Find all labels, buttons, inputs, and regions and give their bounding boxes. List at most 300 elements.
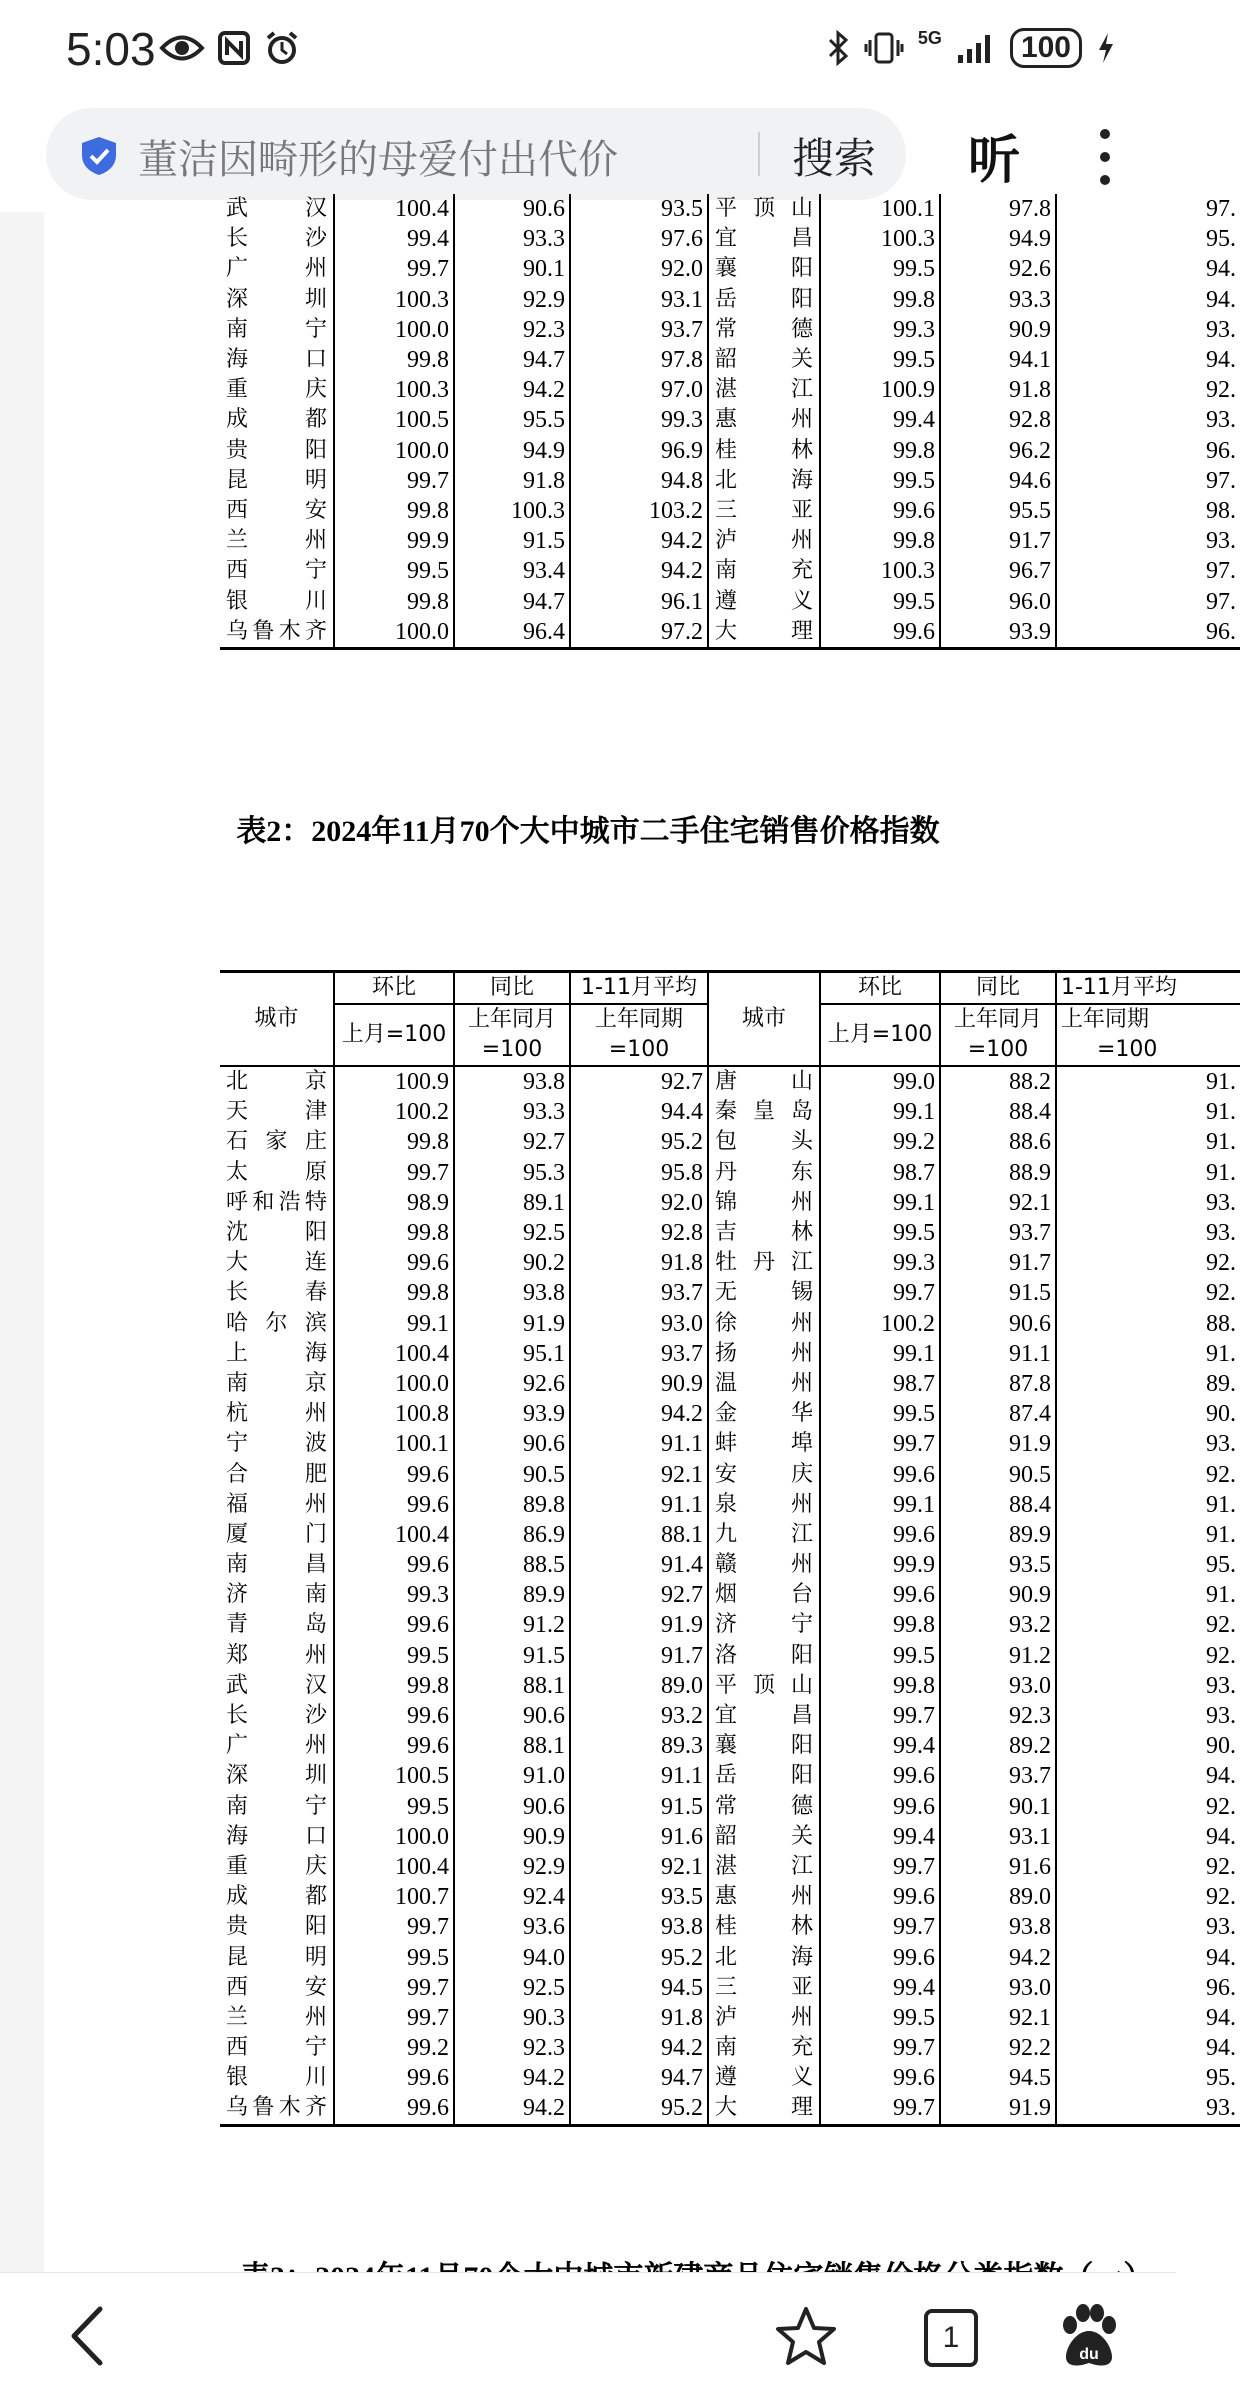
value-cell: 93.7 (570, 1278, 708, 1308)
value-cell: 99.6 (820, 1942, 940, 1972)
value-cell: 88.1 (454, 1671, 570, 1701)
city-cell: 银 川 (226, 588, 327, 614)
value-cell: 91. (1056, 1097, 1240, 1127)
table-row (220, 1973, 1240, 2003)
value-cell: 99.8 (334, 1218, 454, 1248)
value-cell: 92. (1056, 1792, 1240, 1822)
value-cell: 93. (1056, 315, 1240, 345)
value-cell: 95. (1056, 224, 1240, 254)
value-cell: 88.1 (454, 1731, 570, 1761)
value-cell: 99.6 (820, 1792, 940, 1822)
value-cell: 90.6 (454, 1792, 570, 1822)
value-cell: 99.7 (820, 1912, 940, 1942)
value-cell: 100.9 (334, 1066, 454, 1097)
value-cell: 99.2 (820, 1127, 940, 1157)
city-cell: 福 州 (226, 1491, 327, 1517)
value-cell: 94.2 (570, 1399, 708, 1429)
value-cell: 100.7 (334, 1882, 454, 1912)
value-cell: 99.3 (570, 405, 708, 435)
table-row (220, 1248, 1240, 1278)
value-cell: 91.7 (940, 526, 1056, 556)
value-cell: 93.9 (940, 617, 1056, 649)
page-gutter (0, 212, 44, 2272)
value-cell: 88.4 (940, 1097, 1056, 1127)
city-cell: 大 连 (226, 1250, 327, 1276)
value-cell: 94.7 (570, 2063, 708, 2093)
value-cell: 90.9 (570, 1369, 708, 1399)
city-cell: 北 海 (708, 1942, 820, 1972)
value-cell: 92.7 (570, 1580, 708, 1610)
value-cell: 99.9 (820, 1550, 940, 1580)
value-cell: 94.2 (454, 2063, 570, 2093)
alarm-icon (264, 30, 300, 66)
header-avg-base-eq: =100 (570, 1035, 708, 1066)
bluetooth-icon (826, 31, 850, 65)
value-cell: 99.7 (820, 1852, 940, 1882)
value-cell: 99.5 (820, 1218, 940, 1248)
battery-indicator: 100 (1010, 28, 1082, 68)
city-cell: 泸 州 (708, 526, 820, 556)
value-cell: 99.4 (820, 1731, 940, 1761)
value-cell: 91.2 (454, 1610, 570, 1640)
header-yoy-base-eq-right: =100 (940, 1035, 1056, 1066)
city-cell: 吉 林 (708, 1218, 820, 1248)
city-cell: 长 春 (226, 1280, 327, 1306)
city-cell: 昆 明 (226, 1944, 327, 1970)
value-cell: 96.1 (570, 586, 708, 616)
value-cell: 91. (1056, 1520, 1240, 1550)
table-row (220, 556, 1240, 586)
value-cell: 99.7 (334, 1158, 454, 1188)
value-cell: 100.4 (334, 1520, 454, 1550)
city-cell: 平顶山 (708, 1671, 820, 1701)
city-cell: 济 南 (226, 1582, 327, 1608)
value-cell: 88.6 (940, 1127, 1056, 1157)
value-cell: 92.9 (454, 285, 570, 315)
city-cell: 岳 阳 (708, 1761, 820, 1791)
value-cell: 99.6 (820, 2063, 940, 2093)
value-cell: 89.0 (940, 1882, 1056, 1912)
city-cell: 大 理 (708, 617, 820, 649)
network-type: 5G (917, 28, 942, 48)
value-cell: 93.5 (570, 1882, 708, 1912)
value-cell: 93.1 (940, 1822, 1056, 1852)
value-cell: 94.2 (940, 1942, 1056, 1972)
eye-icon (160, 33, 204, 63)
table-row (220, 466, 1240, 496)
table-row (220, 405, 1240, 435)
value-cell: 99.7 (334, 1973, 454, 2003)
value-cell: 93.0 (940, 1671, 1056, 1701)
signal-icon (956, 31, 996, 65)
value-cell: 99.5 (820, 1641, 940, 1671)
value-cell: 88.5 (454, 1550, 570, 1580)
value-cell: 99.8 (820, 436, 940, 466)
value-cell: 91.7 (570, 1641, 708, 1671)
value-cell: 90.6 (454, 1429, 570, 1459)
value-cell: 92.0 (570, 1188, 708, 1218)
city-cell: 赣 州 (708, 1550, 820, 1580)
city-cell: 三 亚 (708, 496, 820, 526)
table-row (220, 1882, 1240, 1912)
value-cell: 92.1 (570, 1852, 708, 1882)
city-cell: 牡丹江 (708, 1248, 820, 1278)
value-cell: 92.1 (940, 2003, 1056, 2033)
value-cell: 94. (1056, 254, 1240, 284)
value-cell: 99.6 (334, 1248, 454, 1278)
star-icon[interactable] (774, 2305, 838, 2369)
value-cell: 93.8 (940, 1912, 1056, 1942)
value-cell: 92.4 (454, 1882, 570, 1912)
value-cell: 92.7 (570, 1066, 708, 1097)
city-cell: 海 口 (226, 1823, 327, 1849)
table-row (220, 285, 1240, 315)
value-cell: 96.2 (940, 436, 1056, 466)
value-cell: 98.7 (820, 1369, 940, 1399)
search-button[interactable]: 搜索 (792, 134, 877, 183)
table-row (220, 2003, 1240, 2033)
table-row (220, 1520, 1240, 1550)
value-cell: 99.5 (334, 556, 454, 586)
value-cell: 94. (1056, 285, 1240, 315)
value-cell: 93.5 (570, 194, 708, 224)
value-cell: 94.2 (570, 556, 708, 586)
tabs-button[interactable]: 1 (924, 2309, 978, 2367)
value-cell: 88.4 (940, 1490, 1056, 1520)
value-cell: 93.3 (940, 285, 1056, 315)
value-cell: 93. (1056, 2093, 1240, 2125)
value-cell: 99.6 (334, 2093, 454, 2125)
city-cell: 杭 州 (226, 1401, 327, 1427)
value-cell: 99.8 (820, 526, 940, 556)
value-cell: 100.0 (334, 1822, 454, 1852)
value-cell: 99.6 (334, 2063, 454, 2093)
value-cell: 88.1 (570, 1520, 708, 1550)
value-cell: 100.3 (820, 556, 940, 586)
value-cell: 95.3 (454, 1158, 570, 1188)
value-cell: 99.6 (334, 1701, 454, 1731)
value-cell: 99.4 (820, 1822, 940, 1852)
city-cell: 广 州 (226, 256, 327, 282)
value-cell: 93.0 (940, 1973, 1056, 2003)
city-cell: 常 德 (708, 1792, 820, 1822)
value-cell: 92. (1056, 1459, 1240, 1489)
value-cell: 90.9 (454, 1822, 570, 1852)
city-cell: 石家庄 (226, 1129, 327, 1155)
value-cell: 99.7 (820, 1278, 940, 1308)
value-cell: 89.8 (454, 1490, 570, 1520)
value-cell: 99.6 (334, 1731, 454, 1761)
value-cell: 99.5 (820, 466, 940, 496)
table-1-new-homes (220, 194, 1240, 650)
status-right-icons (826, 28, 1116, 68)
value-cell: 92. (1056, 1248, 1240, 1278)
baidu-paw-icon[interactable] (1054, 2301, 1124, 2371)
back-icon[interactable] (62, 2301, 112, 2371)
value-cell: 91. (1056, 1066, 1240, 1097)
value-cell: 93.5 (940, 1550, 1056, 1580)
value-cell: 91.2 (940, 1641, 1056, 1671)
value-cell: 95.1 (454, 1339, 570, 1369)
value-cell: 99.3 (334, 1580, 454, 1610)
value-cell: 91.1 (940, 1339, 1056, 1369)
value-cell: 99.6 (820, 1520, 940, 1550)
value-cell: 92. (1056, 375, 1240, 405)
table-row (220, 194, 1240, 224)
value-cell: 99.7 (820, 2033, 940, 2063)
table-row (220, 1761, 1240, 1791)
table-row (220, 1641, 1240, 1671)
header-mom-right: 环比 (820, 972, 940, 1005)
value-cell: 100.0 (334, 436, 454, 466)
city-cell: 惠 州 (708, 1882, 820, 1912)
value-cell: 90.2 (454, 1248, 570, 1278)
city-cell: 平顶山 (708, 194, 820, 224)
value-cell: 95.5 (454, 405, 570, 435)
city-cell: 岳 阳 (708, 285, 820, 315)
value-cell: 94.2 (570, 526, 708, 556)
value-cell: 94.2 (454, 375, 570, 405)
header-yoy-base: 上年同月 (454, 1004, 570, 1035)
value-cell: 99.8 (334, 1671, 454, 1701)
value-cell: 93. (1056, 1218, 1240, 1248)
table-row (220, 1792, 1240, 1822)
value-cell: 91.8 (570, 2003, 708, 2033)
city-cell: 厦 门 (226, 1521, 327, 1547)
value-cell: 89. (1056, 1369, 1240, 1399)
value-cell: 97. (1056, 556, 1240, 586)
value-cell: 95.8 (570, 1158, 708, 1188)
city-cell: 洛 阳 (708, 1641, 820, 1671)
value-cell: 93. (1056, 1912, 1240, 1942)
city-cell: 西 安 (226, 1974, 327, 2000)
city-cell: 韶 关 (708, 345, 820, 375)
value-cell: 92.9 (454, 1852, 570, 1882)
table-row (220, 1852, 1240, 1882)
value-cell: 94.9 (940, 224, 1056, 254)
city-cell: 蚌 埠 (708, 1429, 820, 1459)
value-cell: 93. (1056, 1188, 1240, 1218)
value-cell: 92.6 (454, 1369, 570, 1399)
value-cell: 94.9 (454, 436, 570, 466)
value-cell: 99.1 (334, 1309, 454, 1339)
value-cell: 99.0 (820, 1066, 940, 1097)
value-cell: 90. (1056, 1399, 1240, 1429)
table-row (220, 1278, 1240, 1308)
city-cell: 惠 州 (708, 405, 820, 435)
value-cell: 99.1 (820, 1339, 940, 1369)
value-cell: 99.6 (334, 1610, 454, 1640)
city-cell: 无 锡 (708, 1278, 820, 1308)
value-cell: 99.7 (334, 2003, 454, 2033)
city-cell: 深 圳 (226, 286, 327, 312)
value-cell: 93.1 (570, 285, 708, 315)
value-cell: 95. (1056, 1550, 1240, 1580)
value-cell: 100.0 (334, 1369, 454, 1399)
value-cell: 92.3 (940, 1701, 1056, 1731)
city-cell: 韶 关 (708, 1822, 820, 1852)
city-cell: 贵 阳 (226, 1914, 327, 1940)
table-row (220, 1942, 1240, 1972)
bottom-nav (0, 2272, 1176, 2401)
value-cell: 93.6 (454, 1912, 570, 1942)
table-row (220, 1731, 1240, 1761)
table-row (220, 1097, 1240, 1127)
value-cell: 97.8 (570, 345, 708, 375)
value-cell: 99.5 (334, 1641, 454, 1671)
value-cell: 93. (1056, 1429, 1240, 1459)
value-cell: 94. (1056, 1761, 1240, 1791)
city-cell: 南 充 (708, 2033, 820, 2063)
header-yoy: 同比 (454, 972, 570, 1005)
value-cell: 95. (1056, 2063, 1240, 2093)
value-cell: 99.3 (820, 315, 940, 345)
value-cell: 97. (1056, 466, 1240, 496)
value-cell: 94.1 (940, 345, 1056, 375)
value-cell: 97.6 (570, 224, 708, 254)
value-cell: 100.2 (820, 1309, 940, 1339)
search-query[interactable]: 董洁因畸形的母爱付出代价 (138, 137, 618, 183)
header-mom-base: 上月=100 (334, 1004, 454, 1066)
value-cell: 94.8 (570, 466, 708, 496)
value-cell: 93.8 (570, 1912, 708, 1942)
city-cell: 三 亚 (708, 1973, 820, 2003)
city-cell: 宁 波 (226, 1431, 327, 1457)
status-bar (0, 0, 1176, 100)
charging-icon (1096, 31, 1116, 65)
value-cell: 91.1 (570, 1429, 708, 1459)
value-cell: 88.2 (940, 1066, 1056, 1097)
city-cell: 湛 江 (708, 1852, 820, 1882)
value-cell: 93.2 (570, 1701, 708, 1731)
value-cell: 99.8 (820, 1610, 940, 1640)
value-cell: 92.5 (454, 1218, 570, 1248)
value-cell: 99.8 (820, 1671, 940, 1701)
table-row (220, 1188, 1240, 1218)
header-mom-base-right: 上月=100 (820, 1004, 940, 1066)
table-row (220, 1701, 1240, 1731)
value-cell: 91.8 (570, 1248, 708, 1278)
value-cell: 97.0 (570, 375, 708, 405)
value-cell: 97.8 (940, 194, 1056, 224)
value-cell: 91.6 (570, 1822, 708, 1852)
value-cell: 99.4 (820, 1973, 940, 2003)
value-cell: 91. (1056, 1339, 1240, 1369)
value-cell: 94.7 (454, 345, 570, 375)
status-left-icons (160, 30, 300, 66)
value-cell: 98.7 (820, 1158, 940, 1188)
value-cell: 100.9 (820, 375, 940, 405)
document-viewport[interactable] (0, 196, 1236, 2272)
status-time: 5:03 (66, 23, 156, 75)
value-cell: 91.6 (940, 1852, 1056, 1882)
value-cell: 90.9 (940, 315, 1056, 345)
value-cell: 94.2 (454, 2093, 570, 2125)
value-cell: 99.7 (334, 1912, 454, 1942)
city-cell: 常 德 (708, 315, 820, 345)
value-cell: 94. (1056, 1822, 1240, 1852)
city-cell: 广 州 (226, 1733, 327, 1759)
table-row (220, 224, 1240, 254)
value-cell: 91.5 (454, 1641, 570, 1671)
table-row (220, 1339, 1240, 1369)
city-cell: 襄 阳 (708, 1731, 820, 1761)
value-cell: 94. (1056, 2033, 1240, 2063)
value-cell: 91.9 (940, 1429, 1056, 1459)
value-cell: 91. (1056, 1158, 1240, 1188)
value-cell: 100.3 (334, 375, 454, 405)
value-cell: 93. (1056, 526, 1240, 556)
value-cell: 96. (1056, 1973, 1240, 2003)
header-city-right: 城市 (708, 972, 820, 1067)
value-cell: 92.3 (454, 315, 570, 345)
table-row (220, 375, 1240, 405)
table-row (220, 1399, 1240, 1429)
value-cell: 93.3 (454, 224, 570, 254)
city-cell: 武 汉 (226, 196, 327, 222)
city-cell: 泸 州 (708, 2003, 820, 2033)
value-cell: 99.6 (820, 1459, 940, 1489)
table-1-body (220, 194, 1240, 648)
city-cell: 扬 州 (708, 1339, 820, 1369)
value-cell: 99.6 (334, 1490, 454, 1520)
header-avg-base: 上年同期 (570, 1004, 708, 1035)
value-cell: 91.9 (570, 1610, 708, 1640)
city-cell: 兰 州 (226, 528, 327, 554)
value-cell: 92.5 (454, 1973, 570, 2003)
city-cell: 济 宁 (708, 1610, 820, 1640)
value-cell: 96.7 (940, 556, 1056, 586)
value-cell: 94.2 (570, 2033, 708, 2063)
value-cell: 99.8 (334, 586, 454, 616)
city-cell: 南 宁 (226, 1793, 327, 1819)
table-row (220, 1309, 1240, 1339)
search-box[interactable] (46, 108, 906, 200)
value-cell: 93.2 (940, 1610, 1056, 1640)
value-cell: 92.8 (940, 405, 1056, 435)
city-cell: 青 岛 (226, 1612, 327, 1638)
value-cell: 94.4 (570, 1097, 708, 1127)
value-cell: 91.5 (570, 1792, 708, 1822)
value-cell: 94.0 (454, 1942, 570, 1972)
value-cell: 91.5 (454, 526, 570, 556)
value-cell: 99.8 (820, 285, 940, 315)
more-menu-icon[interactable] (1090, 122, 1120, 192)
value-cell: 92. (1056, 1641, 1240, 1671)
city-cell: 九 江 (708, 1520, 820, 1550)
vibrate-icon (864, 31, 904, 65)
value-cell: 90.6 (454, 1701, 570, 1731)
listen-button[interactable]: 听 (968, 131, 1021, 191)
value-cell: 89.2 (940, 1731, 1056, 1761)
city-cell: 太 原 (226, 1159, 327, 1185)
value-cell: 91.9 (940, 2093, 1056, 2125)
city-cell: 西 宁 (226, 2035, 327, 2061)
value-cell: 93.8 (454, 1278, 570, 1308)
city-cell: 南 京 (226, 1370, 327, 1396)
city-cell: 金 华 (708, 1399, 820, 1429)
value-cell: 99.5 (820, 254, 940, 284)
city-cell: 重 庆 (226, 1853, 327, 1879)
value-cell: 89.1 (454, 1188, 570, 1218)
value-cell: 99.4 (334, 224, 454, 254)
header-avg-base-right: 上年同期 (1056, 1004, 1240, 1035)
value-cell: 91. (1056, 1580, 1240, 1610)
value-cell: 100.1 (820, 194, 940, 224)
value-cell: 100.3 (820, 224, 940, 254)
city-cell: 哈尔滨 (226, 1310, 327, 1336)
header-avg-base-eq-right: =100 (1056, 1035, 1240, 1066)
